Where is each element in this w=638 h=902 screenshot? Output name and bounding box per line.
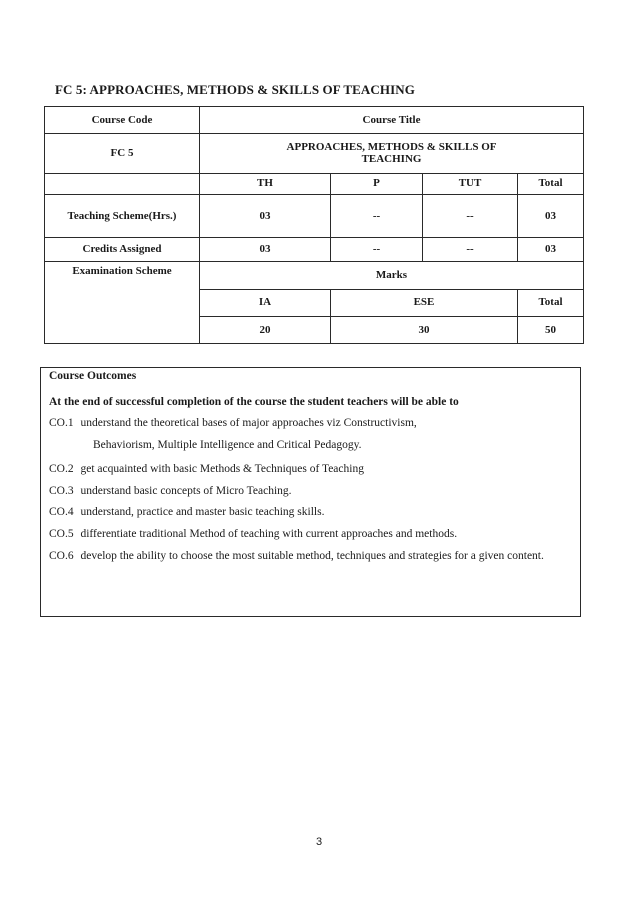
table-row — [45, 194, 584, 237]
course-code: FC 5 — [45, 134, 200, 173]
credits-total: 03 — [518, 238, 584, 262]
table-row — [45, 134, 584, 173]
outcome-item — [49, 463, 572, 477]
outcome-text: differentiate traditional Method of teaching with current approaches and methods. — [80, 528, 458, 541]
col-header-th: TH — [200, 173, 331, 194]
table-row — [45, 262, 584, 289]
teaching-p: -- — [331, 194, 423, 237]
course-code-label: Course Code — [45, 107, 200, 134]
outcome-text: get acquainted with basic Methods & Techniques of Teaching — [80, 462, 364, 475]
outcome-label: CO.1 — [49, 417, 74, 430]
marks-total: 50 — [518, 316, 584, 343]
marks-col-total: Total — [518, 289, 584, 316]
page-number: 3 — [315, 836, 323, 848]
outcome-item — [49, 506, 572, 520]
marks-ese: 30 — [331, 316, 518, 343]
outcome-text: develop the ability to choose the most suitable method, techniques and strategies for a given content. — [80, 550, 544, 562]
outcome-label: CO.2 — [49, 462, 74, 475]
marks-col-ia: IA — [200, 289, 331, 316]
outcomes-title: Course Outcomes — [49, 370, 137, 382]
table-row — [45, 238, 584, 262]
outcome-label: CO.5 — [49, 528, 74, 541]
col-header-tut: TUT — [423, 173, 518, 194]
credits-p: -- — [331, 238, 423, 262]
teaching-th: 03 — [200, 194, 331, 237]
course-scheme-table — [44, 106, 584, 344]
outcome-text-continued: Behaviorism, Multiple Intelligence and Critical Pedagogy. — [93, 439, 362, 452]
credits-th: 03 — [200, 238, 331, 262]
outcome-text: understand the theoretical bases of major approaches viz Constructivism, — [80, 417, 417, 430]
col-header-total: Total — [518, 173, 584, 194]
credits-tut: -- — [423, 238, 518, 262]
teaching-tut: -- — [423, 194, 518, 237]
outcome-item — [49, 417, 572, 453]
course-outcomes-box — [40, 367, 581, 617]
outcome-text: understand, practice and master basic teaching skills. — [80, 506, 325, 519]
teaching-total: 03 — [518, 194, 584, 237]
course-title-text: APPROACHES, METHODS & SKILLS OF TEACHING — [286, 140, 497, 166]
outcome-text: understand basic concepts of Micro Teaching. — [80, 484, 292, 497]
outcome-item — [49, 528, 572, 542]
empty-cell — [45, 173, 200, 194]
exam-scheme-label: Examination Scheme — [45, 262, 200, 344]
marks-label: Marks — [200, 262, 584, 289]
outcomes-intro: At the end of successful completion of the course the student teachers will be able to — [49, 396, 459, 408]
course-title — [200, 134, 584, 173]
outcome-label: CO.3 — [49, 484, 74, 497]
outcome-item — [49, 550, 572, 564]
table-row — [45, 173, 584, 194]
marks-col-ese: ESE — [331, 289, 518, 316]
outcome-label: CO.6 — [49, 550, 74, 562]
marks-ia: 20 — [200, 316, 331, 343]
credits-label: Credits Assigned — [45, 238, 200, 262]
col-header-p: P — [331, 173, 423, 194]
table-row — [45, 107, 584, 134]
course-heading: FC 5: APPROACHES, METHODS & SKILLS OF TEACHING — [55, 82, 415, 97]
course-title-label: Course Title — [200, 107, 584, 134]
outcome-label: CO.4 — [49, 506, 74, 519]
teaching-scheme-label: Teaching Scheme(Hrs.) — [45, 194, 200, 237]
outcome-item — [49, 485, 572, 499]
